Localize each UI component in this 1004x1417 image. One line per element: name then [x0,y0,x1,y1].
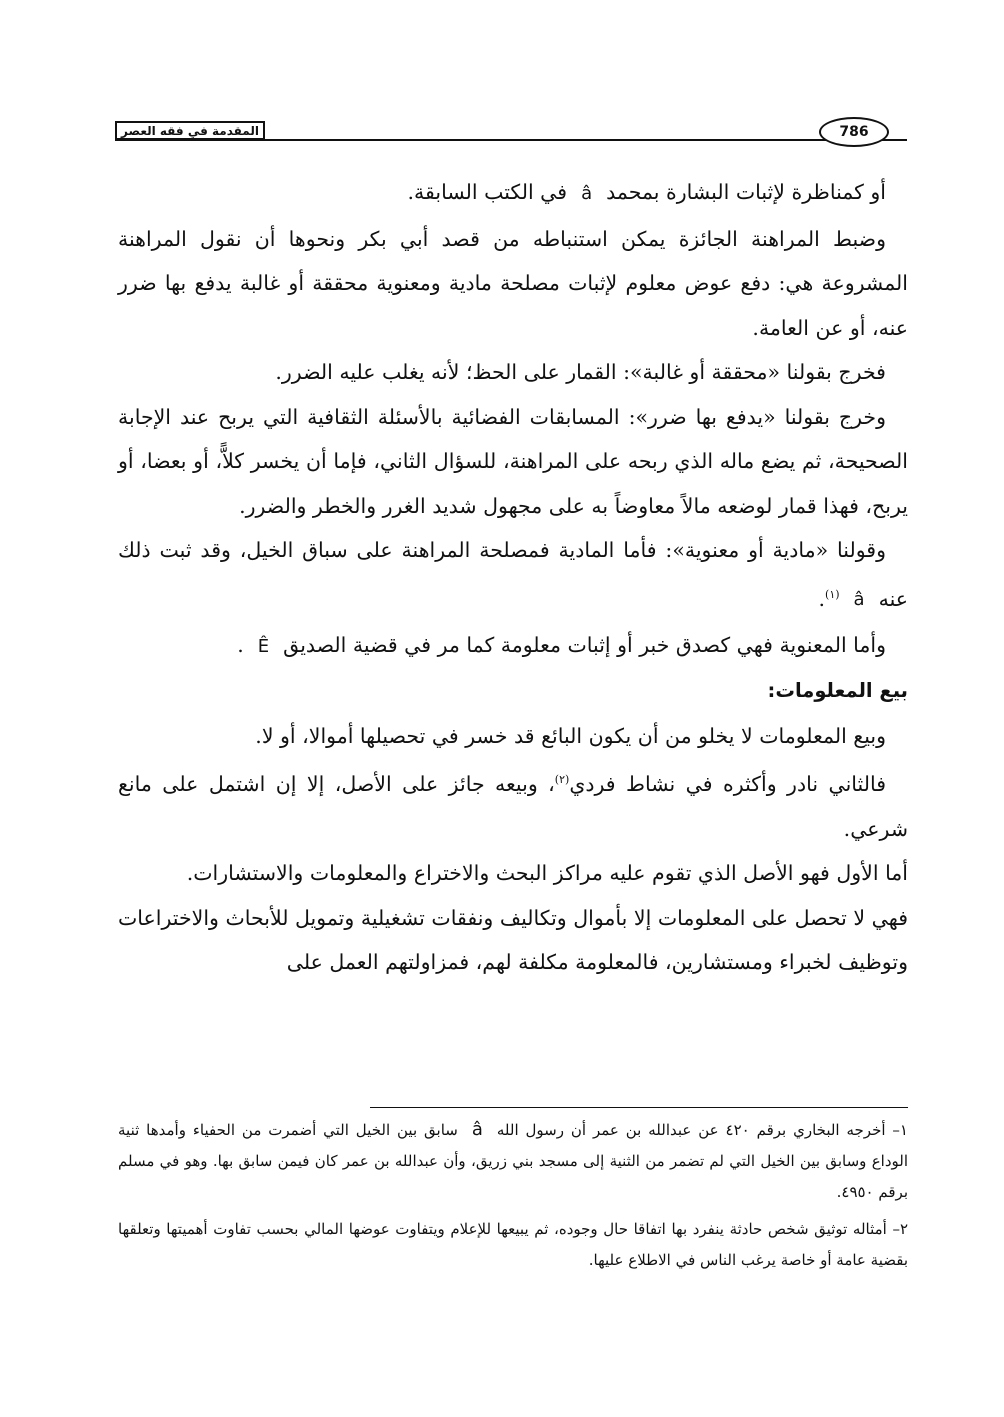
paragraph: وبيع المعلومات لا يخلو من أن يكون البائع قد خسر في تحصيلها أموالا، أو لا. [255,723,886,748]
book-title: المقدمة في فقه العصر [115,121,265,141]
paragraph: أو كمناظرة لإثبات البشارة بمحمدâفي الكتب السابقة. [407,180,886,204]
paragraph: وقولنا «مادية أو معنوية»: فأما المادية فمصلحة المراهنة على سباق الخيل، وقد ثبت ذلك عنهâ$^{(١)}$. [118,538,908,611]
footnote: ١– أخرجه البخاري برقم ٤٢٠ عن عبدالله بن عمر أن رسول اللهâسابق بين الخيل التي أضمرت من الحفياء وأمدها ثنية الوداع وسابق بين الخيل التي لم تضمر من الثنية إلى مسجد بني زريق، وأن عبدالله بن عمر كان فيمن سابق بها. وهو في مسلم برقم ٤٩٥٠. [118,1119,908,1201]
footnote: ٢– أمثاله توثيق شخص حادثة ينفرد بها اتفاقا حال وجوده، ثم يبيعها للإعلام ويتفاوت عوضها المالي بحسب تفاوت أهميتها وتعلقها بقضية عامة أو خاصة يرغب الناس في الاطلاع عليها. [118,1220,908,1269]
paragraph: وأما المعنوية فهي كصدق خبر أو إثبات معلومة كما مر في قضية الصديقÊ. [237,632,886,657]
footnotes [118,1114,908,1276]
header-rule [265,139,907,141]
paragraph: فالثاني نادر وأكثره في نشاط فردي$^{(٢)}$، وبيعه جائز على الأصل، إلا إن اشتمل على مانع شرعي. [118,772,908,841]
prophet-honorific-symbol: â [853,589,865,611]
prophet-honorific-symbol: â [581,183,593,204]
paragraph: فخرج بقولنا «محققة أو غالبة»: القمار على الحظ؛ لأنه يغلب عليه الضرر. [275,360,886,384]
paragraph: أما الأول فهو الأصل الذي تقوم عليه مراكز البحث والاختراع والمعلومات والاستشارات. [186,861,908,886]
siddiq-honorific-symbol: Ê [257,635,270,657]
main-text [118,170,908,985]
page-number: 786 [819,117,889,147]
footnote-separator [370,1107,908,1108]
footnote-reference: (١) [825,587,840,601]
paragraph: فهي لا تحصل على المعلومات إلا بأموال وتكاليف ونفقات تشغيلية وتمويل للأبحاث والاختراعات وتوظيف لخبراء ومستشارين، فالمعلومة مكلفة لهم، فمزاولتهم العمل على [118,905,908,975]
paragraph: وضبط المراهنة الجائزة يمكن استنباطه من قصد أبي بكر ونحوها أن نقول المراهنة المشروعة هي: دفع عوض معلوم لإثبات مصلحة مادية ومعنوية محققة أو غالبة يدفع بها ضرر عنه، أو عن العامة. [118,226,908,340]
paragraph: وخرج بقولنا «يدفع بها ضرر»: المسابقات الفضائية بالأسئلة الثقافية التي يربح عند الإجابة الصحيحة، ثم يضع ماله الذي ربحه على المراهنة، للسؤال الثاني، فإما أن يخسر كلاًّ، أو بعضا، أو يربح، فهذا قمار لوضعه مالاً معاوضاً به على مجهول شديد الغرر والخطر والضرر. [118,404,908,518]
section-heading: بيع المعلومات: [767,679,908,703]
footnote-reference: (٢) [554,773,570,787]
running-header [115,117,907,147]
prophet-honorific-symbol: â [471,1119,483,1140]
